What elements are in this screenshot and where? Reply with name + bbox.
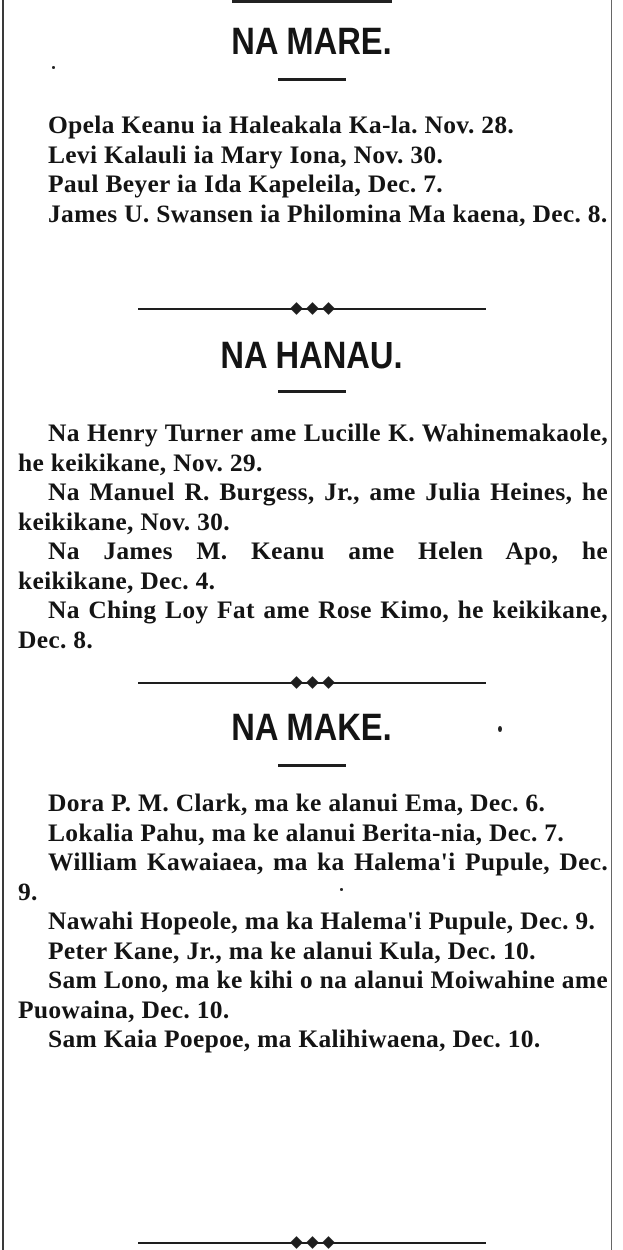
section-divider: [138, 302, 486, 316]
list-item: Sam Lono, ma ke kihi o na alanui Moiwahine ame Puowaina, Dec. 10.: [18, 965, 608, 1024]
marriages-heading: NA MARE.: [231, 21, 392, 63]
list-item: Dora P. M. Clark, ma ke alanui Ema, Dec. 6.: [48, 788, 546, 817]
heading-underline: [278, 764, 346, 767]
deaths-heading: NA MAKE.: [231, 707, 392, 749]
list-item: Levi Kalauli ia Mary Iona, Nov. 30.: [48, 139, 444, 169]
list-item: James U. Swansen ia Philomina Ma kaena, Dec. 8.: [48, 198, 608, 228]
marriages-list: [18, 110, 608, 228]
column-rule-left: [2, 0, 4, 1250]
list-item: Lokalia Pahu, ma ke alanui Berita-nia, Dec. 7.: [48, 817, 565, 847]
ink-speck: [52, 66, 55, 69]
column-rule-right: [611, 0, 612, 1250]
heading-underline: [278, 390, 346, 393]
top-rule: [232, 0, 392, 3]
list-item: Na Manuel R. Burgess, Jr., ame Julia Heines, he keikikane, Nov. 30.: [18, 477, 608, 536]
list-item: Na Henry Turner ame Lucille K. Wahinemakaole, he keikikane, Nov. 29.: [18, 418, 608, 477]
list-item: Opela Keanu ia Haleakala Ka-la. Nov. 28.: [48, 110, 515, 139]
list-item: Na Ching Loy Fat ame Rose Kimo, he keikikane, Dec. 8.: [18, 595, 608, 654]
births-section: [0, 334, 623, 393]
heading-underline: [278, 78, 346, 81]
list-item: William Kawaiaea, ma ka Halema'i Pupule, Dec. 9.: [18, 847, 608, 906]
list-item: Paul Beyer ia Ida Kapeleila, Dec. 7.: [48, 169, 443, 198]
list-item: Sam Kaia Poepoe, ma Kalihiwaena, Dec. 10.: [48, 1024, 541, 1053]
list-item: Na James M. Keanu ame Helen Apo, he keikikane, Dec. 4.: [18, 536, 608, 595]
deaths-section: [0, 706, 623, 767]
ink-speck: [498, 726, 502, 732]
list-item: Peter Kane, Jr., ma ke alanui Kula, Dec. 10.: [48, 935, 536, 965]
section-divider: [138, 1236, 486, 1250]
births-heading: NA HANAU.: [220, 335, 403, 377]
births-list: [18, 418, 608, 654]
ink-speck: [340, 888, 343, 891]
list-item: Nawahi Hopeole, ma ka Halema'i Pupule, Dec. 9.: [48, 906, 596, 935]
marriages-section: [0, 20, 623, 81]
deaths-list: [18, 788, 608, 1054]
section-divider: [138, 676, 486, 690]
